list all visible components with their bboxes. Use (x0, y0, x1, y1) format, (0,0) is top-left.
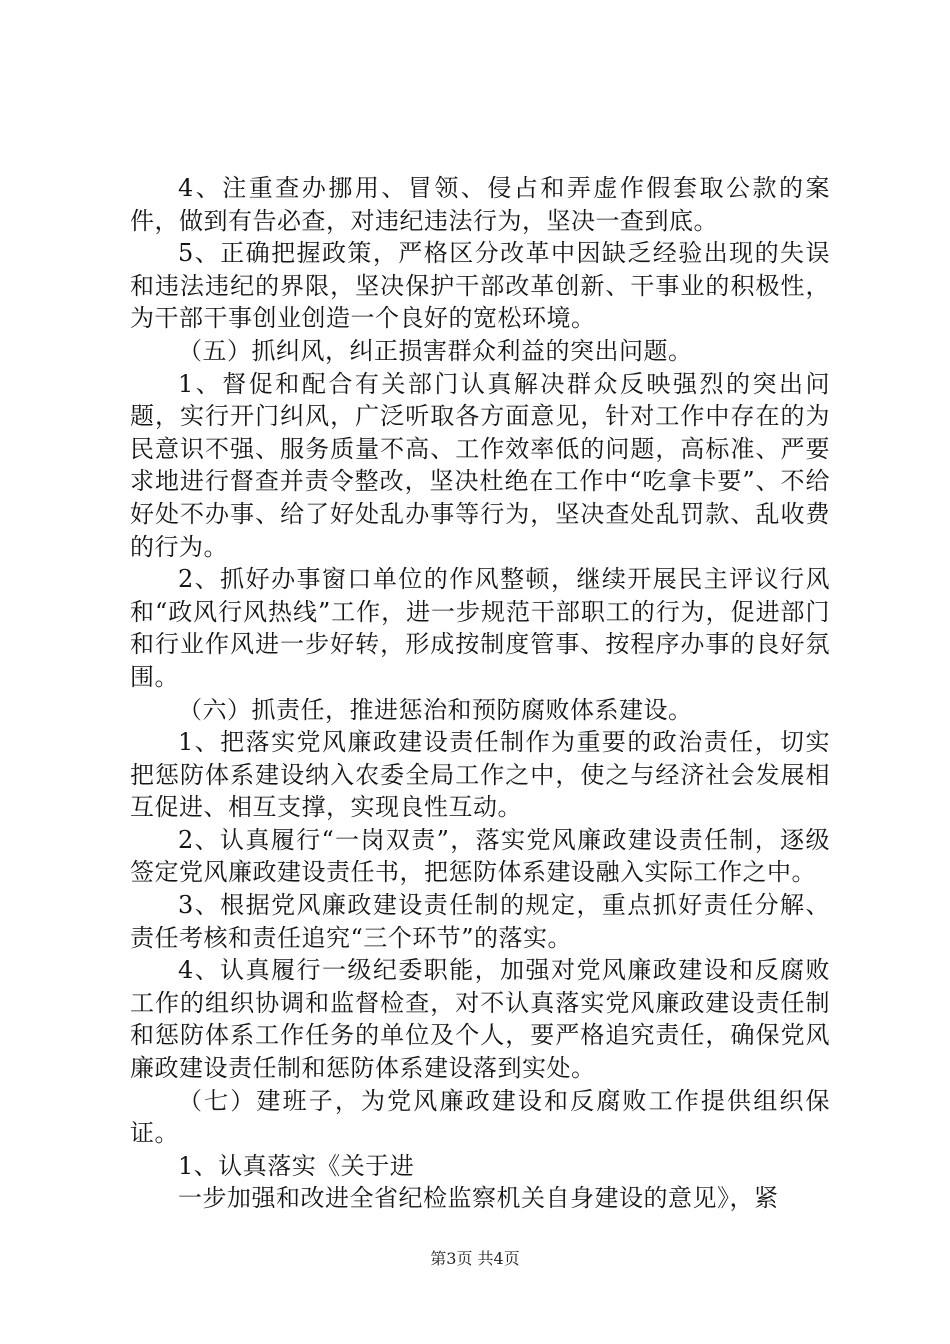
paragraph-item-1-supervision: 1、督促和配合有关部门认真解决群众反映强烈的突出问题，实行开门纠风，广泛听取各方面意见，针对工作中存在的为民意识不强、服务质量不高、工作效率低的问题，高标准、严要求地进行督查并责令整改，坚决杜绝在工作中“吃拿卡要”、不给好处不办事、给了好处乱办事等行为，坚决查处乱罚款、乱收费的行为。 (130, 369, 830, 561)
section-heading-6: （六）抓责任，推进惩治和预防腐败体系建设。 (178, 695, 693, 724)
paragraph-item-5-policy: 5、正确把握政策，严格区分改革中因缺乏经验出现的失误和违法违纪的界限，坚决保护干部改革创新、干事业的积极性，为干部干事创业创造一个良好的宽松环境。 (130, 239, 830, 333)
paragraph-item-1-responsibility: 1、把落实党风廉政建设责任制作为重要的政治责任，切实把惩防体系建设纳入农委全局工作之中，使之与经济社会发展相互促进、相互支撑，实现良性互动。 (130, 728, 830, 822)
paragraph-item-4-case-investigation: 4、注重查办挪用、冒领、侵占和弄虚作假套取公款的案件，做到有告必查，对违纪违法行为，坚决一查到底。 (130, 174, 830, 235)
section-heading-7: （七）建班子，为党风廉政建设和反腐败工作提供组织保证。 (130, 1086, 830, 1148)
paragraph-item-4-discipline-committee: 4、认真履行一级纪委职能，加强对党风廉政建设和反腐败工作的组织协调和监督检查，对不认真落实党风廉政建设责任制和惩防体系工作任务的单位及个人，要严格追究责任，确保党风廉政建设责任制和惩防体系建设落到实处。 (130, 956, 830, 1083)
document-body (130, 172, 830, 1215)
paragraph-item-2-window-units: 2、抓好办事窗口单位的作风整顿，继续开展民主评议行风和“政风行风热线”工作，进一步规范干部职工的行为，促进部门和行业作风进一步好转，形成按制度管事、按程序办事的良好氛围。 (130, 565, 830, 691)
paragraph-item-1-implement: 1、认真落实《关于进 (178, 1151, 415, 1180)
paragraph-continuation: 一步加强和改进全省纪检监察机关自身建设的意见》，紧 (178, 1184, 779, 1213)
section-heading-5: （五）抓纠风，纠正损害群众利益的突出问题。 (178, 336, 693, 365)
paragraph-item-3-three-links: 3、根据党风廉政建设责任制的规定，重点抓好责任分解、责任考核和责任追究“三个环节”的落实。 (130, 891, 830, 952)
page-footer: 第3页 共4页 (430, 1249, 520, 1268)
paragraph-item-2-dual-duty: 2、认真履行“一岗双责”，落实党风廉政建设责任制，逐级签定党风廉政建设责任书，把惩防体系建设融入实际工作之中。 (130, 825, 830, 887)
